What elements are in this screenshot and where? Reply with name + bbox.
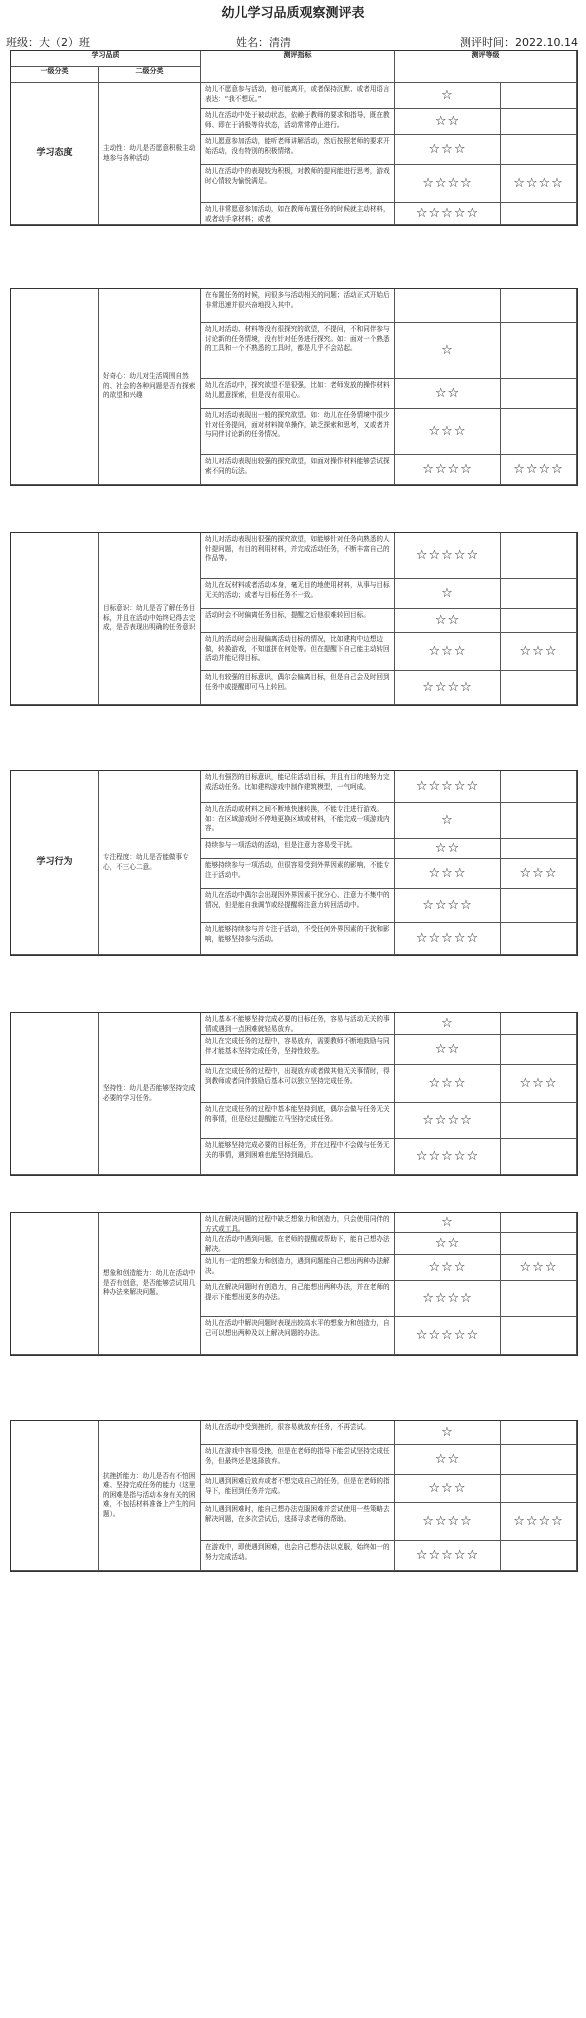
rating-result: [501, 1541, 577, 1571]
star-level: ☆☆☆: [395, 135, 501, 165]
star-level: ☆☆: [395, 379, 501, 409]
indicator-text: 幼儿对活动表现出很强的探究欲望，如能够针对任务向熟悉的人针提问题，有目的利用材料，并完成活动任务，不断丰富自己的作品等。: [201, 533, 395, 579]
table-section: [10, 1420, 578, 1572]
indicator-text: 幼儿在活动中遇到问题，在老师的提醒或帮助下，能自己想办法解决。: [201, 1233, 395, 1255]
indicator-text: 幼儿遇到困难后放弃或者不想完成自己的任务，但是在老师的指导下，能回到任务并完成。: [201, 1475, 395, 1503]
indicator-text: 幼儿遇到困难时，能自己想办法克服困难并尝试使用一些策略去解决问题，在多次尝试后，选择寻求老师的帮助。: [201, 1503, 395, 1541]
star-level: ☆: [395, 1013, 501, 1035]
indicator-text: 幼儿不愿意参与活动，他可能离开，或者保持沉默、或者用语言表达：“我不想玩。”: [201, 83, 395, 109]
rating-result: [501, 1139, 577, 1175]
star-level: ☆☆: [395, 1035, 501, 1065]
rating-result: ☆☆☆☆: [501, 165, 577, 203]
indicator-text: 幼儿的活动时会出现偏离活动目标的情况，比如建构中边想边做，转换游戏，不知道拼在何处等。但在提醒下自己能主动转回活动并能记得目标。: [201, 633, 395, 671]
rating-result: ☆☆☆☆: [501, 1503, 577, 1541]
star-level: ☆: [395, 83, 501, 109]
level1-category: 学习行为: [11, 771, 99, 955]
indicator-text: 幼儿在活动中解决问题时表现出较高水平的想象力和创造力，自己可以想出两种及以上解决问题的办法。: [201, 1317, 395, 1355]
indicator-text: 幼儿能够坚持完成必要的目标任务，并在过程中不会做与任务无关的事情，遇到困难也能坚持到最后。: [201, 1139, 395, 1175]
level2-category: 抗挫折能力：幼儿是否有不怕困难、坚持完成任务的能力（这里的困难是指与活动本身有关的困难，不包括材料准备上产生的问题）。: [99, 1421, 201, 1571]
indicator-text: 活动时会不时偏离任务目标，提醒之后他很难转回目标。: [201, 609, 395, 633]
indicator-text: 在游戏中，即使遇到困难，也会自己想办法以克服，始终如一的努力完成活动。: [201, 1541, 395, 1571]
level1-category: 学习态度: [11, 83, 99, 225]
rating-result: [501, 109, 577, 135]
rating-result: [501, 83, 577, 109]
indicator-text: 幼儿在解决问题时有创造力，自己能想出两种办法，并在老师的提示下能想出更多的办法。: [201, 1281, 395, 1317]
level2-category: 主动性：幼儿是否愿意积极主动地参与各种活动: [99, 83, 201, 225]
table-section: [10, 1012, 578, 1176]
indicator-text: 幼儿在完成任务的过程中，容易放弃，需要教师不断地鼓励与同伴才能基本坚持完成任务，坚持性较差。: [201, 1035, 395, 1065]
star-level: ☆: [395, 323, 501, 379]
rating-result: [501, 409, 577, 455]
star-level: ☆☆☆☆: [395, 889, 501, 923]
rating-result: ☆☆☆☆: [501, 455, 577, 485]
indicator-text: 幼儿对活动表现出较强的探究欲望，如面对操作材料能够尝试探索不同的玩法。: [201, 455, 395, 485]
indicator-text: 幼儿对活动表现出一般的探究欲望。如：幼儿在任务情境中很少针对任务提问，面对材料简单操作，缺乏探索和思考，又或者并与同伴讨论新的任务情况。: [201, 409, 395, 455]
star-level: ☆☆☆☆: [395, 455, 501, 485]
rating-result: [501, 289, 577, 323]
rating-result: [501, 803, 577, 839]
table-section: [10, 50, 578, 226]
rating-result: ☆☆☆: [501, 633, 577, 671]
rating-result: [501, 379, 577, 409]
level1-category: [11, 533, 99, 705]
star-level: ☆☆: [395, 1233, 501, 1255]
star-level: ☆☆☆☆☆: [395, 771, 501, 803]
rating-result: [501, 771, 577, 803]
indicator-text: 幼儿在活动中，探究欲望不是很强，比如：老师发放的操作材料幼儿愿意探索，但是没有很用心。: [201, 379, 395, 409]
star-level: ☆☆: [395, 839, 501, 859]
level2-category: 目标意识：幼儿是否了解任务目标，并且在活动中始终记得去完成，是否表现出明确的任务意识: [99, 533, 201, 705]
table-section: [10, 532, 578, 706]
rating-result: [501, 923, 577, 955]
indicator-text: 幼儿在游戏中容易受挫，但是在老师的指导下能尝试坚持完成任务，但最终还是选择放弃。: [201, 1445, 395, 1475]
page-title: 幼儿学习品质观察测评表: [221, 6, 365, 21]
rating-result: [501, 671, 577, 705]
evaluation-date: 测评时间：2022.10.14: [460, 36, 578, 49]
indicator-text: 幼儿基本不能够坚持完成必要的目标任务，容易与活动无关的事情或遇到一点困难就轻易放弃。: [201, 1013, 395, 1035]
star-level: ☆: [395, 1213, 501, 1233]
table-section: [10, 288, 578, 486]
star-level: [395, 289, 501, 323]
rating-result: [501, 323, 577, 379]
rating-result: ☆☆☆: [501, 1065, 577, 1103]
level2-category: 想象和创造能力：幼儿在活动中是否有创意，是否能够尝试用几种办法来解决问题。: [99, 1213, 201, 1355]
indicator-text: 幼儿在活动或材料之间不断地快速转换，不能专注进行游戏。如：在区域游戏时不停地更换区域或材料，不能完成一项游戏内容。: [201, 803, 395, 839]
rating-result: [501, 1281, 577, 1317]
indicator-text: 幼儿愿意参加活动，能听老师讲解活动，然后按照老师的要求开始活动，没有特别的积极情绪。: [201, 135, 395, 165]
star-level: ☆☆: [395, 1445, 501, 1475]
rating-result: [501, 1035, 577, 1065]
star-level: ☆☆☆: [395, 1255, 501, 1281]
star-level: ☆☆☆: [395, 409, 501, 455]
indicator-text: 在布置任务的时候，问很多与活动相关的问题；活动正式开始后非常迅速并很兴奋地投入其中。: [201, 289, 395, 323]
star-level: ☆☆☆: [395, 633, 501, 671]
star-level: ☆☆☆: [395, 859, 501, 889]
star-level: ☆☆: [395, 609, 501, 633]
level1-category: [11, 1213, 99, 1355]
rating-result: [501, 889, 577, 923]
indicator-text: 幼儿在活动中处于被动状态，依赖于教师的要求和指导，既在教师、即在于消极等待状态，活动常常停止进行。: [201, 109, 395, 135]
level1-category: [11, 1013, 99, 1175]
star-level: ☆☆☆☆☆: [395, 1541, 501, 1571]
rating-result: [501, 1317, 577, 1355]
rating-result: [501, 1103, 577, 1139]
indicator-text: 幼儿能够持续参与并专注于活动，不受任何外界因素的干扰和影响，能够坚持参与活动。: [201, 923, 395, 955]
level2-category: 专注程度：幼儿是否能做事专心，不三心二意。: [99, 771, 201, 955]
indicator-text: 能够持续参与一项活动，但很容易受到外界因素的影响，不能专注于活动中。: [201, 859, 395, 889]
indicator-text: 幼儿对活动、材料等没有很探究的欲望，不提问，不和同伴参与讨论新的任务情境，没有针对任务进行探究。如：面对一个熟悉的工具和一个不熟悉的工具时，都是几乎不会站起。: [201, 323, 395, 379]
indicator-text: 幼儿在完成任务的过程中，出现放弃或者做其他无关事情时，得到教师或者同伴鼓励后基本可以独立坚持完成任务。: [201, 1065, 395, 1103]
table-section: [10, 770, 578, 956]
rating-result: [501, 579, 577, 609]
rating-result: [501, 609, 577, 633]
rating-result: [501, 1445, 577, 1475]
indicator-text: 幼儿在活动中受到挫折，很容易就放弃任务，不再尝试。: [201, 1421, 395, 1445]
star-level: ☆☆☆☆: [395, 165, 501, 203]
rating-result: ☆☆☆: [501, 1255, 577, 1281]
col-head-rating: 测评等级: [395, 51, 577, 83]
indicator-text: 幼儿在活动中的表现较为积极，对教师的提问能进行思考，游戏时心情较为愉悦满足。: [201, 165, 395, 203]
table-section: [10, 1212, 578, 1356]
indicator-text: 幼儿在活动中偶尔会出现因外界因素干扰分心、注意力不集中的情况，但是能自我调节或经提醒将注意力转回活动中。: [201, 889, 395, 923]
col-head-quality: 学习品质: [11, 51, 201, 67]
rating-result: [501, 135, 577, 165]
rating-result: [501, 839, 577, 859]
indicator-text: 持续参与一项活动的活动，但是注意力容易受干扰。: [201, 839, 395, 859]
star-level: ☆: [395, 803, 501, 839]
star-level: ☆☆☆☆: [395, 671, 501, 705]
star-level: ☆☆☆☆☆: [395, 1139, 501, 1175]
star-level: ☆☆☆: [395, 1065, 501, 1103]
star-level: ☆☆☆☆☆: [395, 203, 501, 225]
star-level: ☆: [395, 1421, 501, 1445]
star-level: ☆☆☆☆: [395, 1103, 501, 1139]
rating-result: [501, 1475, 577, 1503]
star-level: ☆☆☆☆☆: [395, 533, 501, 579]
header-info: [6, 34, 580, 50]
level2-category: 坚持性：幼儿是否能够坚持完成必要的学习任务。: [99, 1013, 201, 1175]
indicator-text: 幼儿有强烈的目标意识，能记住活动目标，并且有目的地努力完成活动任务。比如建构游戏中制作建筑模型，一气呵成。: [201, 771, 395, 803]
rating-result: [501, 203, 577, 225]
col-head-indicator: 测评指标: [201, 51, 395, 83]
indicator-text: 幼儿有一定的想象力和创造力，遇到问题能自己想出两种办法解决。: [201, 1255, 395, 1281]
rating-result: ☆☆☆: [501, 859, 577, 889]
indicator-text: 幼儿非常愿意参加活动，如在教师布置任务的时候就主动材料，或者动手拿材料；或者: [201, 203, 395, 225]
indicator-text: 幼儿在完成任务的过程中基本能坚持到底，偶尔会做与任务无关的事情，但是经过提醒能立马坚持完成任务。: [201, 1103, 395, 1139]
rating-result: [501, 533, 577, 579]
col-head-level2: 二级分类: [99, 67, 201, 83]
star-level: ☆☆☆☆☆: [395, 1317, 501, 1355]
star-level: ☆☆☆☆: [395, 1281, 501, 1317]
star-level: ☆: [395, 579, 501, 609]
rating-result: [501, 1013, 577, 1035]
star-level: ☆☆☆☆: [395, 1503, 501, 1541]
rating-result: [501, 1421, 577, 1445]
star-level: ☆☆☆☆☆: [395, 923, 501, 955]
rating-result: [501, 1213, 577, 1233]
col-head-level1: 一级分类: [11, 67, 99, 83]
rating-result: [501, 1233, 577, 1255]
level2-category: 好奇心：幼儿对生活周围自然的、社会的各种问题是否有探索的欲望和兴趣: [99, 289, 201, 485]
star-level: ☆☆☆: [395, 1475, 501, 1503]
indicator-text: 幼儿有较强的目标意识，偶尔会偏离目标，但是自己会及时回到任务中或提醒即可马上转回。: [201, 671, 395, 705]
star-level: ☆☆: [395, 109, 501, 135]
indicator-text: 幼儿在解决问题的过程中缺乏想象力和创造力，只会使用同伴的方式或工具。: [201, 1213, 395, 1233]
level1-category: [11, 1421, 99, 1571]
indicator-text: 幼儿在玩材料或者活动本身，毫无目的地使用材料，从事与目标无关的活动；或者与目标任务不一致。: [201, 579, 395, 609]
level1-category: [11, 289, 99, 485]
class-label: 班级：大（2）班: [6, 36, 90, 49]
student-name: 姓名：清清: [236, 36, 291, 49]
